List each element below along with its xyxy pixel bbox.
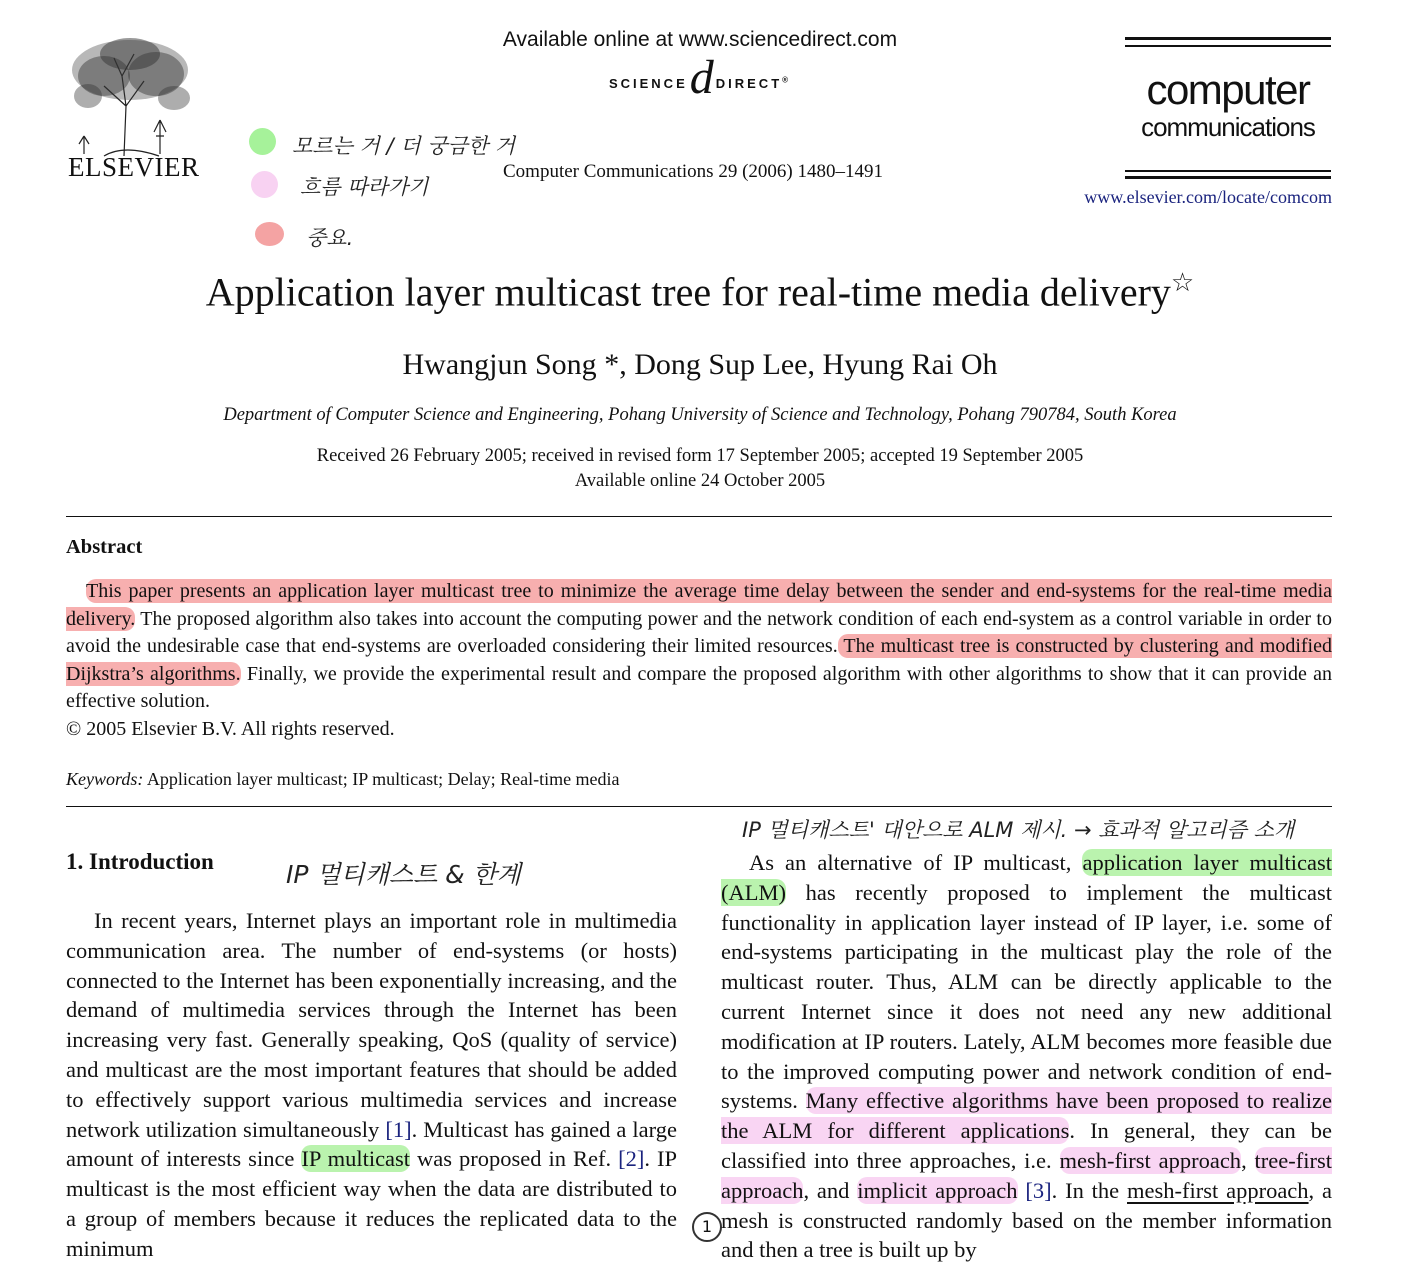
journal-logo-line1: computer <box>1146 66 1310 113</box>
author-list <box>0 348 1400 382</box>
article-title-text: Application layer multicast tree for real-time media delivery <box>205 269 1171 315</box>
highlight-alm: application layer multicast (ALM) <box>721 850 1332 905</box>
available-online-line: Available online at www.sciencedirect.com <box>502 28 898 51</box>
rule-below-keywords <box>66 806 1332 807</box>
journal-url-link[interactable]: www.elsevier.com/locate/comcom <box>1084 187 1332 207</box>
right-text-d: . In the <box>1051 1177 1128 1203</box>
abstract-copyright: © 2005 Elsevier B.V. All rights reserved. <box>66 717 395 740</box>
highlight-ip-multicast: IP multicast <box>301 1146 411 1172</box>
available-date: Available online 24 October 2005 <box>574 471 826 491</box>
citation-3[interactable]: [3] <box>1025 1177 1052 1203</box>
intro-text-c: was proposed in Ref. <box>410 1146 619 1172</box>
article-title <box>0 268 1400 315</box>
abstract-body <box>66 578 1332 744</box>
left-column-text <box>66 906 677 1264</box>
journal-logo-rule-bottom <box>1125 170 1331 172</box>
article-dates <box>0 444 1400 494</box>
affiliation: Department of Computer Science and Engineering, Pohang University of Science and Technology, Pohang 790784, South Korea <box>223 405 1177 425</box>
legend-text-pink: 흐름 따라가기 <box>300 175 429 199</box>
keywords-line <box>66 769 620 790</box>
title-footnote-mark[interactable]: ☆ <box>1170 268 1195 297</box>
handnote-introduction: IP 멀티캐스트 & 한계 <box>286 860 521 889</box>
sciencedirect-at-mark: d <box>689 51 714 104</box>
journal-logo-rule-top <box>1125 37 1331 40</box>
keywords-label: Keywords: <box>66 769 144 789</box>
journal-reference: Computer Communications 29 (2006) 1480–1491 <box>503 161 883 182</box>
highlight-tree-first: tree-first approach <box>721 1147 1333 1203</box>
received-dates: Received 26 February 2005; received in revised form 17 September 2005; accepted 19 September 2005 <box>316 446 1084 466</box>
legend-dot-pink <box>251 171 278 198</box>
publisher-name: ELSEVIER <box>68 152 200 182</box>
right-comma: , <box>1241 1147 1255 1173</box>
highlight-many-algorithms: Many effective algorithms have been proposed to realize the ALM for different applications <box>721 1088 1332 1144</box>
abstract-sentence-3: The multicast tree is constructed by clustering and modified Dijkstra’s algorithms. <box>66 635 1332 685</box>
journal-logo-rule-bottom-2 <box>1125 176 1331 179</box>
sciencedirect-left: SCIENCE <box>608 75 688 91</box>
highlight-mesh-first: mesh-first approach <box>1059 1147 1242 1173</box>
legend-dot-green <box>249 128 276 155</box>
handwritten-circled-number: 1 <box>692 1212 722 1242</box>
citation-1[interactable]: [1] <box>385 1116 412 1142</box>
underline-mesh-first: mesh-first approach <box>1127 1177 1309 1203</box>
abstract-sentence-4: Finally, we provide the experimental result and compare the proposed algorithm with other algorithms to show that it can provide an effective solution. <box>66 662 1332 713</box>
legend-dot-red <box>255 222 284 246</box>
right-text-a: As an alternative of IP multicast, <box>749 850 1083 875</box>
journal-logo-rule-top-2 <box>1125 45 1331 47</box>
abstract-sentence-2: The proposed algorithm also takes into account the computing power and the network condition of each end-system as a control variable in order to avoid the undesirable case that end-systems are overloaded considering their limited resources. <box>66 607 1332 658</box>
legend-text-red: 중요. <box>306 226 354 250</box>
intro-text-d: . IP multicast is the most efficient way when the data are distributed to a group of members because it reduces the replicated data to the minimum <box>66 1146 677 1261</box>
right-and: , and <box>803 1177 858 1203</box>
handnote-right-column: IP 멀티캐스트' 대안으로 ALM 제시. → 효과적 알고리즘 소개 <box>742 818 1295 842</box>
rule-above-abstract <box>66 516 1332 517</box>
journal-logo-line2: communications <box>1141 112 1315 142</box>
author-others: , Dong Sup Lee, Hyung Rai Oh <box>619 348 998 381</box>
citation-2[interactable]: [2] <box>618 1146 645 1172</box>
intro-text-b: . Multicast has gained a large amount of interests since <box>66 1116 677 1172</box>
author-1: Hwangjun Song <box>402 348 605 381</box>
abstract-sentence-1: This paper presents an application layer multicast tree to minimize the average time delay between the sender and end-systems for the real-time media delivery. <box>66 580 1332 630</box>
abstract-heading: Abstract <box>66 536 143 558</box>
sciencedirect-right: DIRECT <box>715 75 783 91</box>
intro-text-a: In recent years, Internet plays an important role in multimedia communication area. The number of end-systems (or hosts) connected to the Internet has been exponentially increasing, and the demand of multimedia services through the Internet has been increasing very fast. Generally speaking, QoS (quality of service) and multicast are the most important features that should be added to effectively support various multimedia services and increase network utilization simultaneously <box>66 908 677 1142</box>
keywords-text: Application layer multicast; IP multicast; Delay; Real-time media <box>143 769 620 789</box>
legend-text-green: 모르는 거 / 더 궁금한 거 <box>292 134 516 158</box>
corresponding-author-mark[interactable]: * <box>604 348 620 381</box>
right-text-e: , a mesh is constructed randomly based on the member information and then a tree is built up by <box>721 1177 1332 1263</box>
registered-mark: ® <box>782 75 792 85</box>
section-heading-introduction: 1. Introduction <box>66 849 214 874</box>
right-text-b: has recently proposed to implement the multicast functionality in application layer instead of IP layer, i.e. some of end-systems participating in the multicast play the role of the multicast router. Thus, ALM can be directly applicable to the current Internet since it does not need any new additional modification at IP routers. Lately, ALM becomes more feasible due to the improved computing power and network condition of end-systems. <box>721 879 1332 1114</box>
highlight-implicit: implicit approach <box>857 1177 1018 1203</box>
right-column-text <box>721 848 1332 1265</box>
right-text-c: . In general, they can be classified into three approaches, i.e. <box>721 1118 1332 1173</box>
